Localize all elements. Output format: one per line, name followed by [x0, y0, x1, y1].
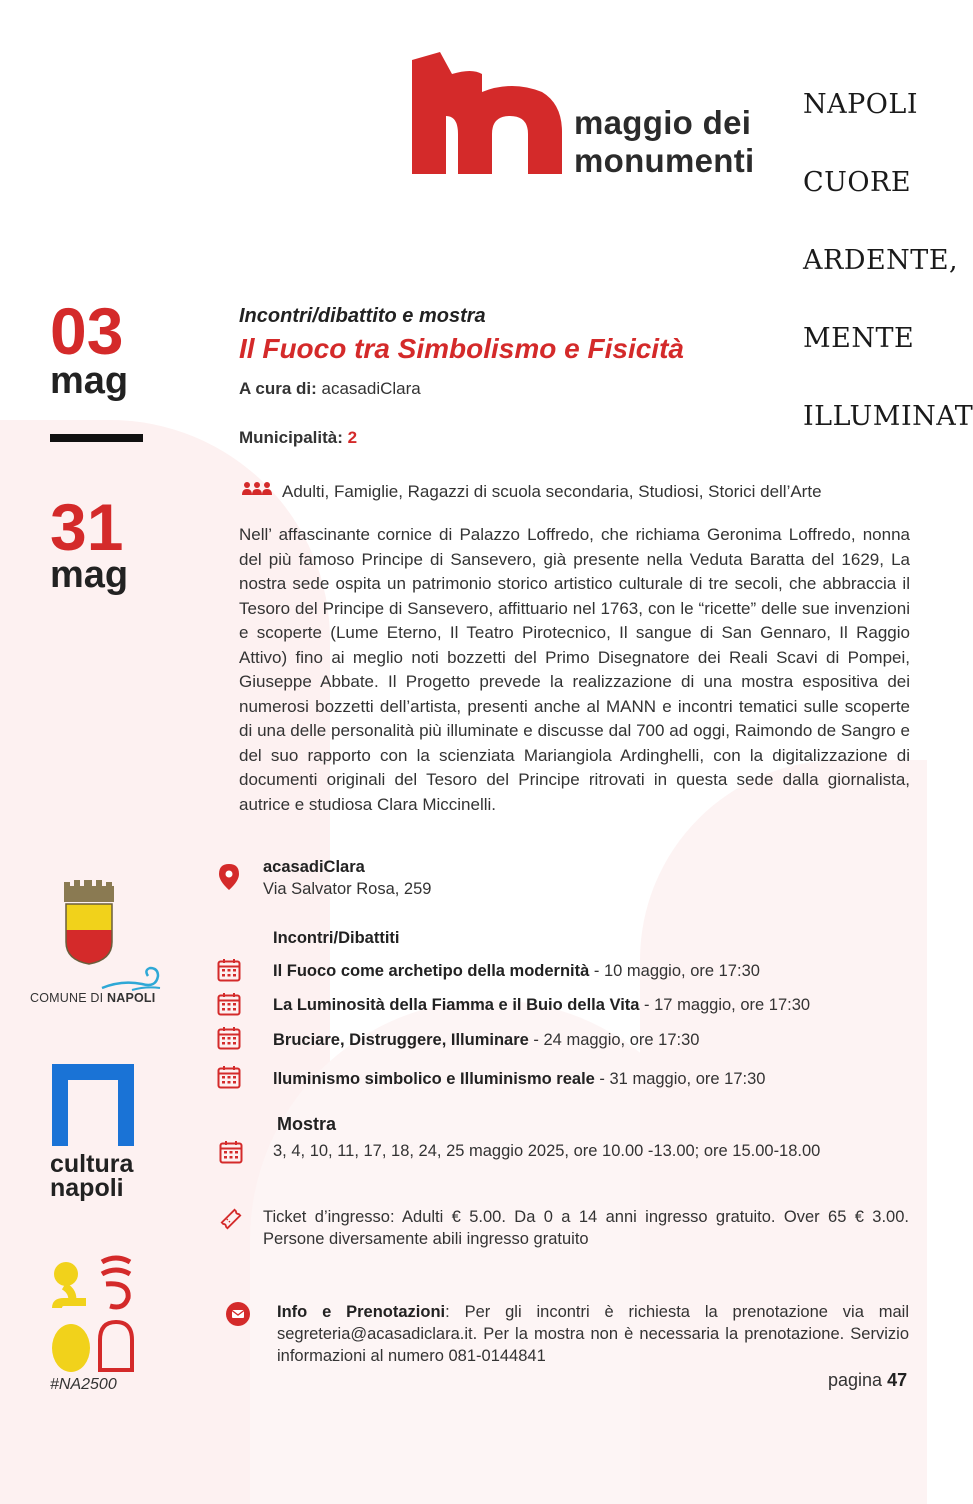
curator-line	[239, 379, 421, 399]
meeting-item	[273, 996, 810, 1015]
info-block	[277, 1301, 909, 1367]
meeting-item	[273, 1031, 699, 1050]
comune-label	[30, 991, 155, 1005]
comune-label-prefix: COMUNE DI	[30, 991, 107, 1005]
event-title: Il Fuoco tra Simbolismo e Fisicità	[239, 333, 684, 364]
cultura-napoli-logo-icon	[52, 1064, 134, 1146]
meeting-when: - 31 maggio, ore 17:30	[594, 1070, 766, 1088]
start-month: mag	[50, 360, 129, 402]
info-text: : Per gli incontri è richiesta la prenotazione via mail segreteria@acasadiclara.it. Per la mostra non è necessaria la prenotazione. Servizio informazioni al numero 081-0144841	[277, 1303, 909, 1365]
municipality-value: 2	[347, 428, 358, 447]
meeting-title: Il Fuoco come archetipo della modernità	[273, 962, 590, 980]
logo-line-2: monumenti	[574, 142, 755, 179]
page-label: pagina	[828, 1370, 888, 1390]
cultura-napoli-logo-text	[50, 1152, 133, 1200]
campaign-title-line: NAPOLI	[803, 89, 919, 120]
audience-text: Adulti, Famiglie, Ragazzi di scuola secondaria, Studiosi, Storici dell’Arte	[282, 482, 822, 501]
meeting-when: - 24 maggio, ore 17:30	[528, 1031, 700, 1049]
campaign-title	[803, 40, 973, 456]
calendar-icon	[217, 992, 241, 1016]
campaign-title-line: ILLUMINAT	[803, 401, 973, 432]
calendar-icon	[219, 1140, 243, 1164]
ticket-text: Ticket d’ingresso: Adulti € 5.00. Da 0 a 14 anni ingresso gratuito. Over 65 € 3.00. Persone diversamente abili ingresso gratuito	[263, 1208, 909, 1248]
campaign-title-line: CUORE	[803, 167, 912, 198]
background-shape	[640, 760, 927, 1504]
calendar-icon	[217, 958, 241, 982]
start-day: 03	[50, 294, 124, 368]
curator-value: acasadiClara	[321, 379, 421, 398]
page-number	[828, 1370, 907, 1391]
people-icon	[241, 481, 273, 497]
end-day: 31	[50, 490, 124, 564]
meeting-item	[273, 1070, 765, 1089]
meetings-heading: Incontri/Dibattiti	[273, 929, 400, 947]
cultura-line-2: napoli	[50, 1174, 124, 1202]
end-month: mag	[50, 554, 129, 596]
na2500-logo-icon	[50, 1252, 136, 1372]
location-name: acasadiClara	[263, 858, 365, 876]
na2500-tag: #NA2500	[50, 1376, 117, 1393]
curator-label: A cura di:	[239, 379, 317, 398]
comune-napoli-crest-icon	[62, 880, 162, 990]
meeting-when: - 17 maggio, ore 17:30	[639, 996, 811, 1014]
exhibition-schedule: 3, 4, 10, 11, 17, 18, 24, 25 maggio 2025, ore 10.00 -13.00; ore 15.00-18.00	[273, 1142, 821, 1160]
calendar-icon	[217, 1026, 241, 1050]
date-separator	[50, 434, 143, 442]
meeting-title: La Luminosità della Fiamma e il Buio della Vita	[273, 996, 640, 1014]
meeting-title: Bruciare, Distruggere, Illuminare	[273, 1031, 529, 1049]
campaign-title-line: ARDENTE,	[803, 245, 959, 276]
mail-icon	[226, 1302, 250, 1326]
event-type: Incontri/dibattito e mostra	[239, 305, 486, 327]
maggio-monumenti-logo-text	[574, 104, 755, 180]
municipality-line	[239, 428, 357, 448]
page-value: 47	[887, 1370, 908, 1390]
location-pin-icon	[219, 864, 239, 890]
meeting-title: lluminismo simbolico e Illuminismo reale	[273, 1070, 595, 1088]
municipality-label: Municipalità:	[239, 428, 343, 447]
calendar-icon	[217, 1065, 241, 1089]
meeting-when: - 10 maggio, ore 17:30	[589, 962, 760, 980]
maggio-monumenti-logo-icon	[412, 52, 562, 179]
event-description: Nell’ affascinante cornice di Palazzo Loffredo, che richiama Geronima Loffredo, nonna del più famoso Principe di Sansevero, già presente nella Veduta Baratta del 1629, La nostra sede ospita un patrimonio storico artistico culturale di tre secoli, che abbraccia il Tesoro del Principe di Sansevero, affittuario nel 1763, con le “ricette” delle sue invenzioni e scoperte (Lume Eterno, Il Teatro Pirotecnico, Il sangue di San Gennaro, Il Raggio Attivo) fino ai meglio noti bozzetti del Primo Disegnatore dei Reali Scavi di Pompei, Giuseppe Abbate. Il Progetto prevede la realizzazione di una mostra espositiva dei numerosi bozzetti dell’artista, presenti anche al MANN e incontri tematici sulle scoperte di una delle personalità più illuminate e discusse dal 700 ad oggi, Raimondo de Sangro e del suo rapporto con la scienziata Mariangiola Ardinghelli, con la digitalizzazione di documenti originali del Tesoro del Principe ritrovati in questa sede dalla giornalista, autrice e studiosa Clara Miccinelli.	[239, 525, 910, 814]
location-address: Via Salvator Rosa, 259	[263, 880, 432, 898]
info-label: Info e Prenotazioni	[277, 1303, 446, 1321]
ticket-icon	[220, 1208, 242, 1230]
comune-label-bold: NAPOLI	[107, 991, 156, 1005]
logo-line-1: maggio dei	[574, 104, 752, 141]
campaign-title-line: MENTE	[803, 323, 915, 354]
location-block	[263, 856, 431, 900]
meeting-item	[273, 962, 760, 981]
cultura-line-1: cultura	[50, 1150, 134, 1178]
exhibition-heading: Mostra	[277, 1114, 337, 1134]
